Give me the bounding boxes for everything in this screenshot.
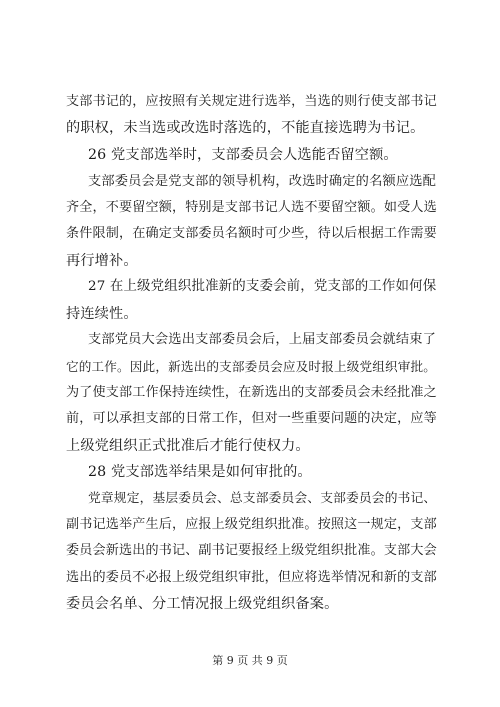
text-line: 上级党组织正式批准后才能行使权力。 <box>66 438 310 454</box>
question-heading-28: 28 党支部选举结果是如何审批的。 <box>88 464 312 480</box>
text-line: 它的工作。因此，新选出的支部委员会应及时报上级党组织审批。 <box>66 359 437 374</box>
page-footer: 第 9 页 共 9 页 <box>212 654 288 667</box>
text-line: 齐全，不要留空额，特别是支部书记人选不要留空额。如受人选 <box>66 200 437 215</box>
text-line: 再行增补。 <box>66 253 138 269</box>
text-line: 为了使支部工作保持连续性，在新选出的支部委员会未经批准之 <box>66 385 437 400</box>
question-heading-26: 26 党支部选举时，支部委员会人选能否留空额。 <box>88 147 398 163</box>
text-line: 副书记选举产生后，应报上级党组织批准。按照这一规定，支部 <box>66 517 437 532</box>
text-line: 委员会名单、分工情况报上级党组织备案。 <box>66 596 339 612</box>
text-line: 委员会新选出的书记、副书记要报经上级党组织批准。支部大会 <box>66 543 437 558</box>
question-heading-27: 27 在上级党组织批准新的支委会前，党支部的工作如何保 <box>88 279 437 294</box>
text-line: 条件限制，在确定支部委员名额时可少些，待以后根据工作需要 <box>66 226 437 241</box>
text-line: 持连续性。 <box>66 306 138 322</box>
text-line: 前，可以承担支部的日常工作，但对一些重要问题的决定，应等 <box>66 411 437 426</box>
text-line: 选出的委员不必报上级党组织审批，但应将选举情况和新的支部 <box>66 570 437 585</box>
text-line: 支部党员大会选出支部委员会后，上届支部委员会就结束了 <box>88 332 436 347</box>
text-line: 支部书记的，应按照有关规定进行选举，当选的则行使支部书记 <box>66 94 437 109</box>
text-line: 支部委员会是党支部的领导机构，改选时确定的名额应选配 <box>88 174 436 189</box>
text-line: 党章规定，基层委员会、总支部委员会、支部委员会的书记、 <box>88 491 437 506</box>
text-line: 的职权，未当选或改选时落选的，不能直接选聘为书记。 <box>66 120 425 136</box>
